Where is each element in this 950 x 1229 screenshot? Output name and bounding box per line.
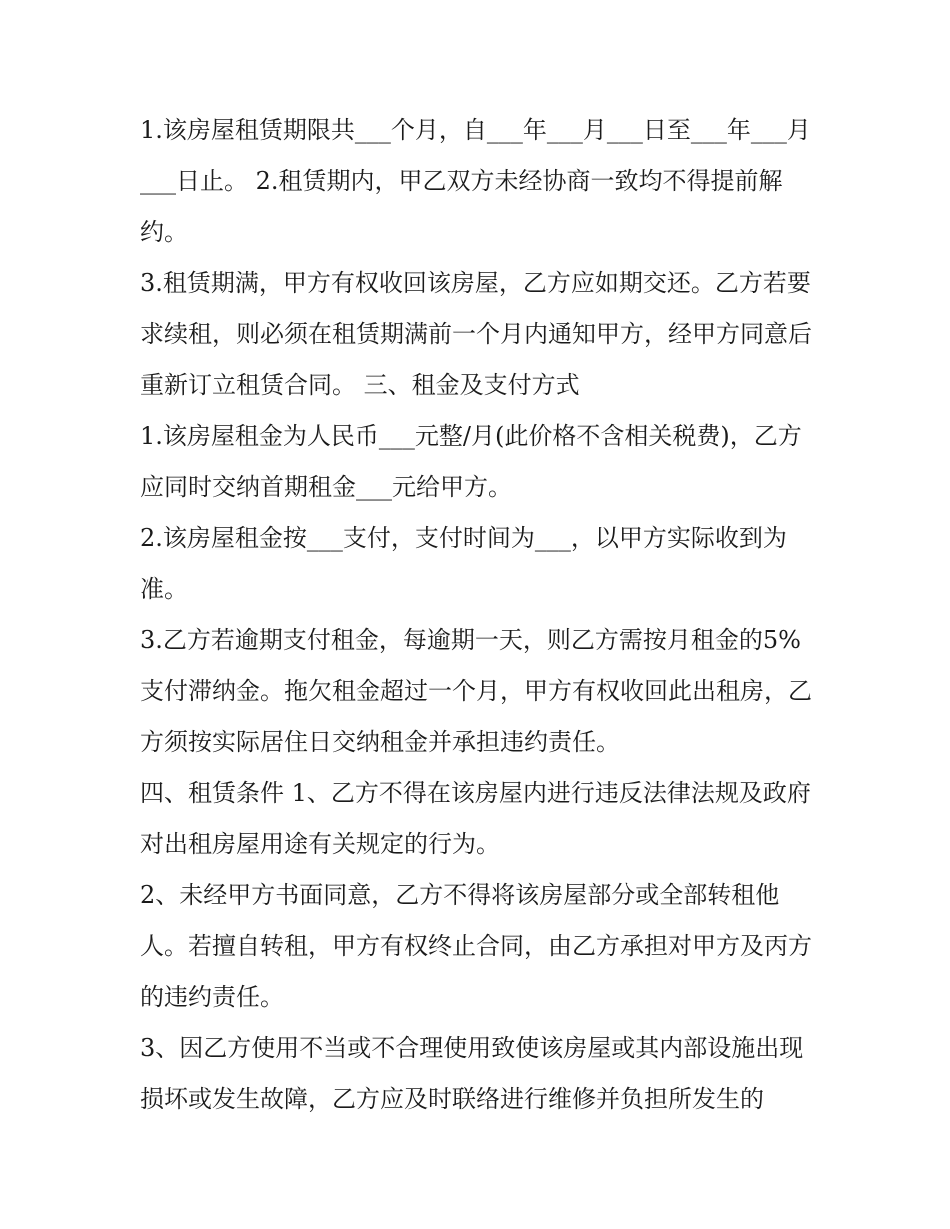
paragraph-sublease: 2、未经甲方书面同意，乙方不得将该房屋部分或全部转租他人。若擅自转租，甲方有权终止合同，由乙方承担对甲方及丙方的违约责任。 (140, 881, 812, 1011)
paragraph-rent-amount: 1.该房屋租金为人民币___元整/月(此价格不含相关税费)，乙方应同时交纳首期租金___元给甲方。 (140, 422, 802, 501)
paragraph-rent-payment: 2.该房屋租金按___支付，支付时间为___，以甲方实际收到为准。 (140, 524, 787, 603)
paragraph-late-fee: 3.乙方若逾期支付租金，每逾期一天，则乙方需按月租金的5%支付滞纳金。拖欠租金超过一个月，甲方有权收回此出租房，乙方须按实际居住日交纳租金并承担违约责任。 (140, 626, 812, 756)
document-body (140, 105, 820, 1125)
paragraph-damage-repair: 3、因乙方使用不当或不合理使用致使该房屋或其内部设施出现损坏或发生故障，乙方应及时联络进行维修并负担所发生的 (140, 1034, 804, 1113)
paragraph-lease-term: 1.该房屋租赁期限共___个月，自___年___月___日至___年___月___日止。 2.租赁期内，甲乙双方未经协商一致均不得提前解约。 (140, 116, 811, 246)
paragraph-lease-expiry: 3.租赁期满，甲方有权收回该房屋，乙方应如期交还。乙方若要求续租，则必须在租赁期满前一个月内通知甲方，经甲方同意后重新订立租赁合同。 三、租金及支付方式 (140, 269, 812, 399)
paragraph-lease-conditions: 四、租赁条件 1、乙方不得在该房屋内进行违反法律法规及政府对出租房屋用途有关规定的行为。 (140, 779, 811, 858)
